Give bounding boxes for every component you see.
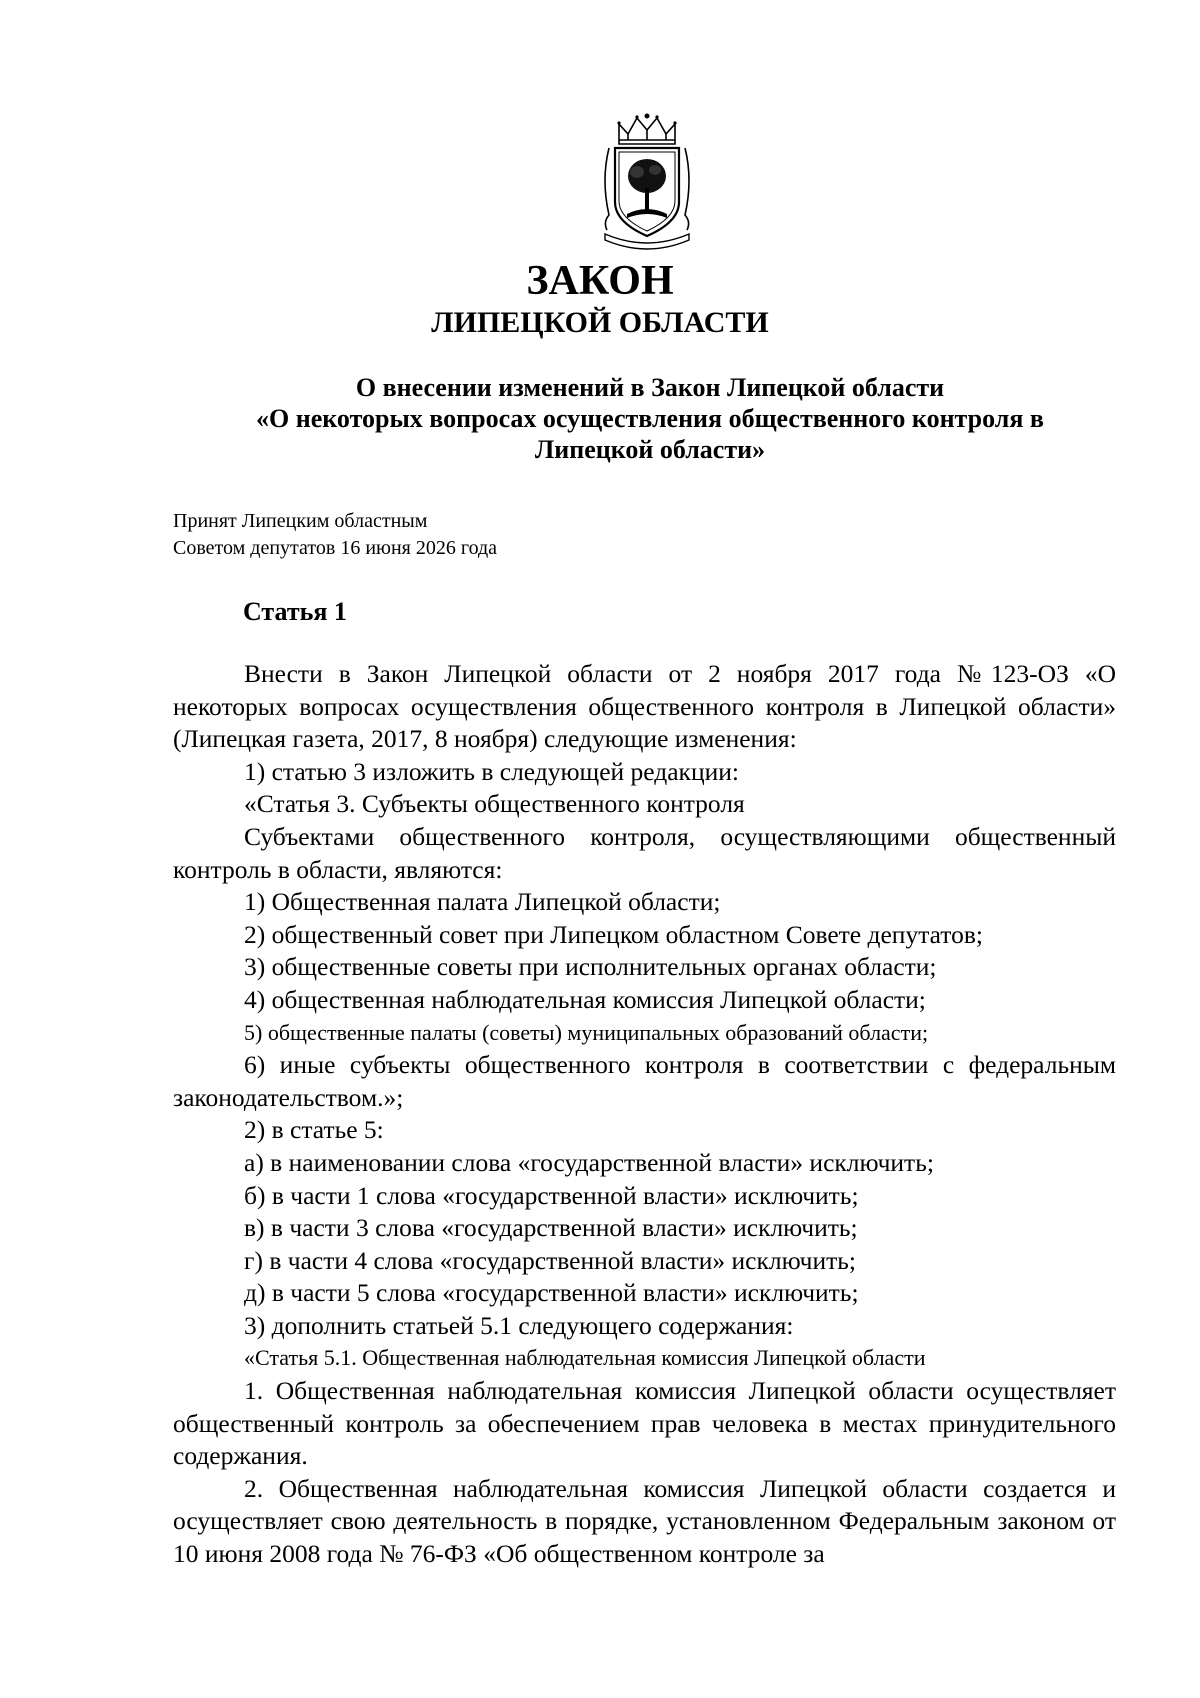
paragraph: а) в наименовании слова «государственной власти» исключить; [244, 1147, 934, 1177]
paragraph: 1) Общественная палата Липецкой области; [244, 887, 721, 917]
adoption-line: Принят Липецким областным [173, 510, 428, 532]
paragraph: б) в части 1 слова «государственной власти» исключить; [244, 1180, 859, 1210]
law-title: ЗАКОН [526, 258, 674, 304]
paragraph: 2) в статье 5: [244, 1115, 384, 1145]
paragraph: 4) общественная наблюдательная комиссия Липецкой области; [244, 984, 926, 1014]
paragraph: в) в части 3 слова «государственной власти» исключить; [244, 1213, 858, 1243]
paragraph: 3) дополнить статьей 5.1 следующего содержания: [244, 1310, 794, 1340]
paragraph: 1. Общественная наблюдательная комиссия Липецкой области осуществляет общественный контроль за обеспечением прав человека в местах принудительного содержания. [173, 1376, 1116, 1471]
article-heading: Статья 1 [243, 597, 347, 626]
subtitle-line: О внесении изменений в Закон Липецкой области [355, 373, 945, 402]
adoption-line: Советом депутатов 16 июня 2026 года [173, 537, 498, 559]
paragraph: Субъектами общественного контроля, осуществляющими общественный контроль в области, являются: [173, 821, 1116, 884]
subtitle-line: Липецкой области» [534, 435, 766, 464]
law-region: ЛИПЕЦКОЙ ОБЛАСТИ [431, 306, 769, 339]
paragraph: Внести в Закон Липецкой области от 2 ноября 2017 года №123-ОЗ «О некоторых вопросах осуществления общественного контроля в Липецкой области» (Липецкая газета, 2017, 8 ноября) следующие изменения: [173, 659, 1116, 754]
paragraph: г) в части 4 слова «государственной власти» исключить; [244, 1245, 857, 1275]
document-body [173, 658, 1116, 1571]
paragraph: 2) общественный совет при Липецком областном Совете депутатов; [244, 919, 983, 949]
coat-of-arms-icon [597, 110, 697, 250]
paragraph: 6) иные субъекты общественного контроля в соответствии с федеральным законодательством.»; [173, 1050, 1116, 1112]
adoption-note [173, 508, 497, 562]
paragraph: 3) общественные советы при исполнительных органах области; [244, 952, 937, 982]
paragraph: 5) общественные палаты (советы) муниципальных образований области; [244, 1019, 929, 1045]
subtitle-line: «О некоторых вопросах осуществления общественного контроля в [256, 404, 1044, 433]
law-subtitle [190, 372, 1110, 465]
paragraph: «Статья 5.1. Общественная наблюдательная комиссия Липецкой области [244, 1345, 926, 1371]
paragraph: 2. Общественная наблюдательная комиссия Липецкой области создается и осуществляет свою деятельность в порядке, установленном Федеральным законом от 10 июня 2008 года № 76-ФЗ «Об общественном контроле за [173, 1473, 1116, 1569]
paragraph: 1) статью 3 изложить в следующей редакции: [244, 756, 739, 786]
paragraph: «Статья 3. Субъекты общественного контроля [244, 789, 745, 819]
paragraph: д) в части 5 слова «государственной власти» исключить; [244, 1278, 859, 1308]
